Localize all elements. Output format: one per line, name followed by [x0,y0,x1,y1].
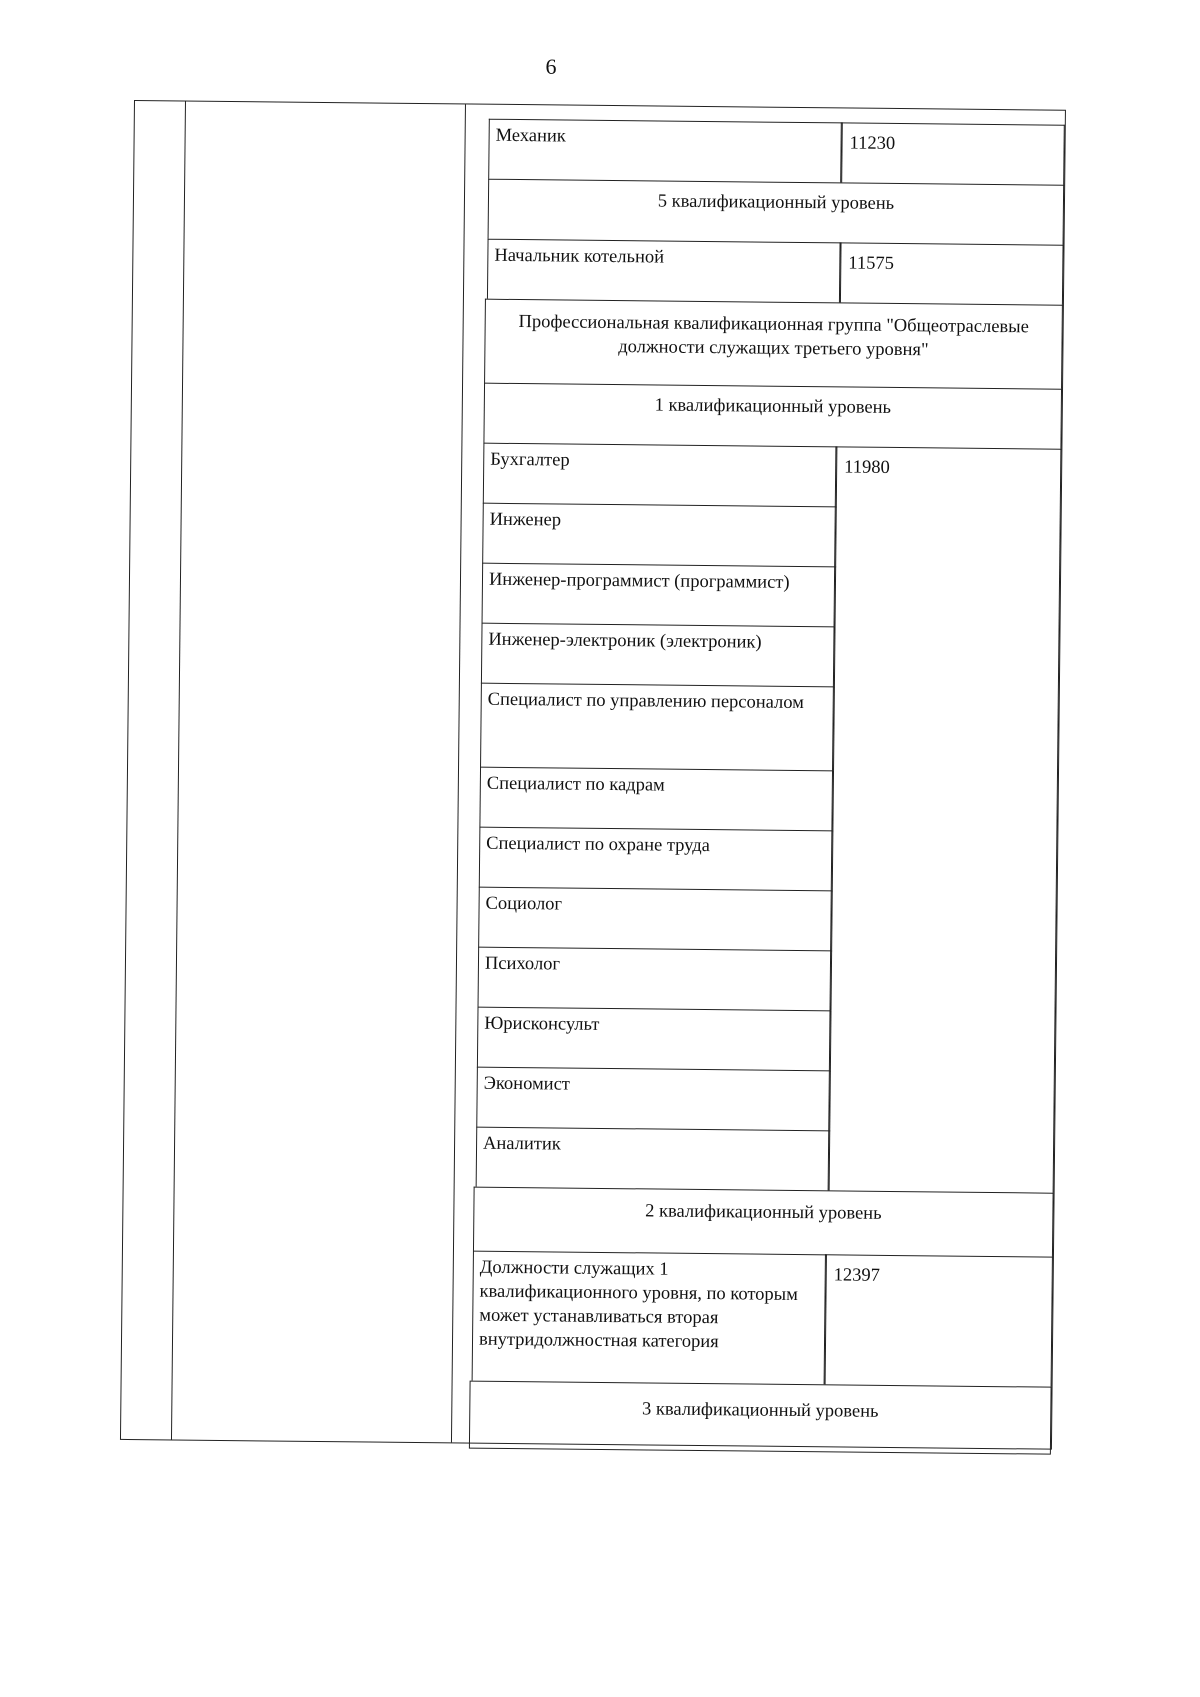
qualification-table [120,100,1066,1450]
qualification-level-header: 2 квалификационный уровень [473,1187,1054,1257]
qualification-level-header: 5 квалификационный уровень [488,179,1065,245]
column-divider [451,104,466,1442]
column-divider [171,102,186,1440]
position-title-cell: Юрисконсульт [477,1007,832,1071]
position-code-cell: 12397 [824,1254,1053,1386]
position-title-cell: Специалист по кадрам [479,767,834,831]
position-code-cell: 11575 [839,242,1064,304]
position-title-cell: Инженер-программист (программист) [482,563,837,627]
position-title-cell: Психолог [478,947,833,1011]
position-title-cell: Специалист по охране труда [479,827,834,891]
position-title-cell: Аналитик [476,1127,831,1191]
page-number: 6 [545,54,557,79]
position-title-cell: Специалист по управлению персоналом [480,683,835,771]
position-title-cell: Экономист [476,1067,831,1131]
qualification-level-header: 1 квалификационный уровень [483,383,1062,449]
position-title-cell: Инженер [482,503,837,567]
position-code-cell: 11230 [840,122,1065,184]
qualification-level-header: 3 квалификационный уровень [469,1381,1052,1455]
position-title-cell: Бухгалтер [483,443,838,507]
table-grid [465,118,1041,1422]
qualification-group-header: Профессиональная квалификационная группа "Общеотраслевые должности служащих третьего уровня" [484,299,1063,389]
position-title-cell: Должности служащих 1 квалификационного уровня, по которым может устанавливаться вторая внутридолжностная категория [472,1251,827,1385]
position-title-cell: Механик [488,119,843,183]
position-title-cell: Инженер-электроник (электроник) [481,623,836,687]
position-code-cell: 11980 [828,446,1062,1192]
position-title-cell: Социолог [478,887,833,951]
position-title-cell: Начальник котельной [487,239,842,303]
